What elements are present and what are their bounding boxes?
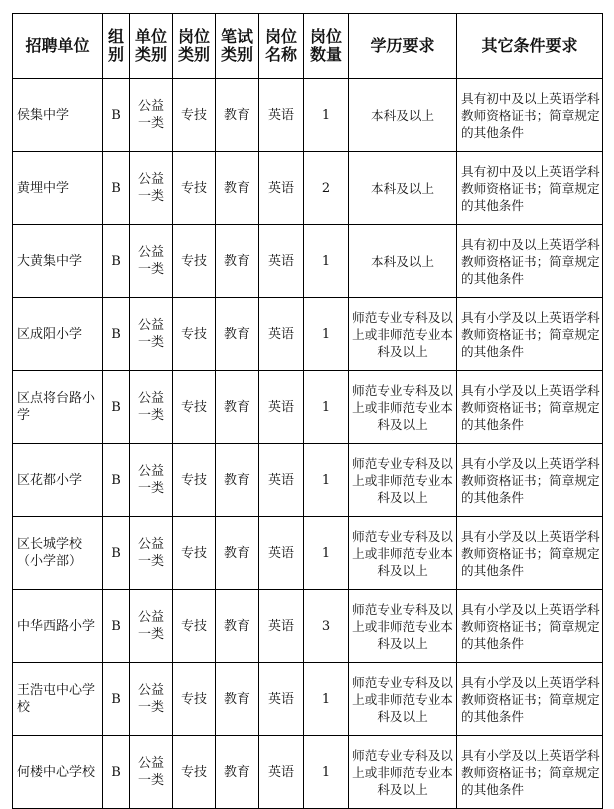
cell-post-type: 专技 — [173, 444, 216, 517]
cell-unit: 区成阳小学 — [13, 298, 103, 371]
cell-education: 本科及以上 — [349, 225, 457, 298]
cell-unit: 区长城学校（小学部） — [13, 517, 103, 590]
cell-education: 师范专业专科及以上或非师范专业本科及以上 — [349, 371, 457, 444]
table-row — [13, 371, 603, 444]
cell-unit-type: 公益一类 — [130, 225, 173, 298]
table-row — [13, 152, 603, 225]
cell-unit: 侯集中学 — [13, 79, 103, 152]
header-other: 其它条件要求 — [457, 14, 603, 79]
cell-unit-type: 公益一类 — [130, 590, 173, 663]
cell-unit-type: 公益一类 — [130, 152, 173, 225]
cell-count: 2 — [304, 152, 349, 225]
header-education: 学历要求 — [349, 14, 457, 79]
table-row — [13, 298, 603, 371]
cell-post-name: 英语 — [259, 152, 304, 225]
cell-other: 具有小学及以上英语学科教师资格证书；简章规定的其他条件 — [457, 736, 603, 809]
cell-unit: 区花都小学 — [13, 444, 103, 517]
header-count: 岗位数量 — [304, 14, 349, 79]
cell-unit: 中华西路小学 — [13, 590, 103, 663]
cell-other: 具有小学及以上英语学科教师资格证书；简章规定的其他条件 — [457, 663, 603, 736]
cell-group: B — [103, 663, 130, 736]
recruitment-table — [12, 13, 603, 809]
cell-count: 1 — [304, 517, 349, 590]
table-row — [13, 736, 603, 809]
cell-education: 师范专业专科及以上或非师范专业本科及以上 — [349, 663, 457, 736]
cell-exam-type: 教育 — [216, 590, 259, 663]
cell-post-name: 英语 — [259, 79, 304, 152]
header-post-type: 岗位类别 — [173, 14, 216, 79]
cell-post-type: 专技 — [173, 590, 216, 663]
header-group: 组别 — [103, 14, 130, 79]
table-row — [13, 79, 603, 152]
header-exam-type: 笔试类别 — [216, 14, 259, 79]
cell-post-type: 专技 — [173, 663, 216, 736]
cell-group: B — [103, 517, 130, 590]
cell-post-name: 英语 — [259, 736, 304, 809]
cell-post-name: 英语 — [259, 663, 304, 736]
cell-education: 师范专业专科及以上或非师范专业本科及以上 — [349, 517, 457, 590]
cell-post-name: 英语 — [259, 371, 304, 444]
cell-count: 1 — [304, 79, 349, 152]
cell-education: 师范专业专科及以上或非师范专业本科及以上 — [349, 298, 457, 371]
table-row — [13, 444, 603, 517]
cell-post-type: 专技 — [173, 736, 216, 809]
cell-unit: 王浩屯中心学校 — [13, 663, 103, 736]
cell-exam-type: 教育 — [216, 517, 259, 590]
cell-post-type: 专技 — [173, 371, 216, 444]
cell-group: B — [103, 225, 130, 298]
cell-group: B — [103, 79, 130, 152]
cell-post-name: 英语 — [259, 298, 304, 371]
cell-count: 1 — [304, 371, 349, 444]
cell-count: 3 — [304, 590, 349, 663]
cell-unit-type: 公益一类 — [130, 663, 173, 736]
cell-other: 具有小学及以上英语学科教师资格证书；简章规定的其他条件 — [457, 590, 603, 663]
cell-unit: 区点将台路小学 — [13, 371, 103, 444]
table-row — [13, 517, 603, 590]
cell-education: 师范专业专科及以上或非师范专业本科及以上 — [349, 444, 457, 517]
table-row — [13, 663, 603, 736]
cell-count: 1 — [304, 225, 349, 298]
cell-post-name: 英语 — [259, 517, 304, 590]
cell-count: 1 — [304, 298, 349, 371]
cell-education: 师范专业专科及以上或非师范专业本科及以上 — [349, 590, 457, 663]
cell-education: 本科及以上 — [349, 152, 457, 225]
cell-exam-type: 教育 — [216, 225, 259, 298]
cell-unit-type: 公益一类 — [130, 517, 173, 590]
cell-unit-type: 公益一类 — [130, 444, 173, 517]
cell-post-type: 专技 — [173, 298, 216, 371]
cell-other: 具有初中及以上英语学科教师资格证书；简章规定的其他条件 — [457, 152, 603, 225]
cell-exam-type: 教育 — [216, 663, 259, 736]
recruitment-table-container — [12, 13, 602, 809]
header-row — [13, 14, 603, 79]
cell-exam-type: 教育 — [216, 444, 259, 517]
cell-unit: 黄埋中学 — [13, 152, 103, 225]
header-post-name: 岗位名称 — [259, 14, 304, 79]
cell-post-name: 英语 — [259, 590, 304, 663]
cell-group: B — [103, 736, 130, 809]
header-unit-type: 单位类别 — [130, 14, 173, 79]
cell-exam-type: 教育 — [216, 298, 259, 371]
cell-unit: 大黄集中学 — [13, 225, 103, 298]
cell-other: 具有小学及以上英语学科教师资格证书；简章规定的其他条件 — [457, 298, 603, 371]
cell-post-name: 英语 — [259, 225, 304, 298]
cell-post-type: 专技 — [173, 152, 216, 225]
cell-unit: 何楼中心学校 — [13, 736, 103, 809]
cell-post-type: 专技 — [173, 79, 216, 152]
cell-post-type: 专技 — [173, 517, 216, 590]
cell-exam-type: 教育 — [216, 152, 259, 225]
cell-unit-type: 公益一类 — [130, 298, 173, 371]
cell-group: B — [103, 371, 130, 444]
cell-exam-type: 教育 — [216, 79, 259, 152]
cell-education: 师范专业专科及以上或非师范专业本科及以上 — [349, 736, 457, 809]
cell-group: B — [103, 152, 130, 225]
cell-unit-type: 公益一类 — [130, 371, 173, 444]
cell-education: 本科及以上 — [349, 79, 457, 152]
cell-exam-type: 教育 — [216, 371, 259, 444]
cell-unit-type: 公益一类 — [130, 736, 173, 809]
cell-count: 1 — [304, 736, 349, 809]
header-unit: 招聘单位 — [13, 14, 103, 79]
cell-other: 具有小学及以上英语学科教师资格证书；简章规定的其他条件 — [457, 517, 603, 590]
cell-group: B — [103, 298, 130, 371]
cell-other: 具有小学及以上英语学科教师资格证书；简章规定的其他条件 — [457, 371, 603, 444]
cell-unit-type: 公益一类 — [130, 79, 173, 152]
cell-post-name: 英语 — [259, 444, 304, 517]
cell-group: B — [103, 444, 130, 517]
cell-group: B — [103, 590, 130, 663]
cell-post-type: 专技 — [173, 225, 216, 298]
table-row — [13, 590, 603, 663]
cell-other: 具有小学及以上英语学科教师资格证书；简章规定的其他条件 — [457, 444, 603, 517]
cell-other: 具有初中及以上英语学科教师资格证书；简章规定的其他条件 — [457, 79, 603, 152]
table-row — [13, 225, 603, 298]
cell-other: 具有初中及以上英语学科教师资格证书；简章规定的其他条件 — [457, 225, 603, 298]
cell-exam-type: 教育 — [216, 736, 259, 809]
cell-count: 1 — [304, 663, 349, 736]
cell-count: 1 — [304, 444, 349, 517]
